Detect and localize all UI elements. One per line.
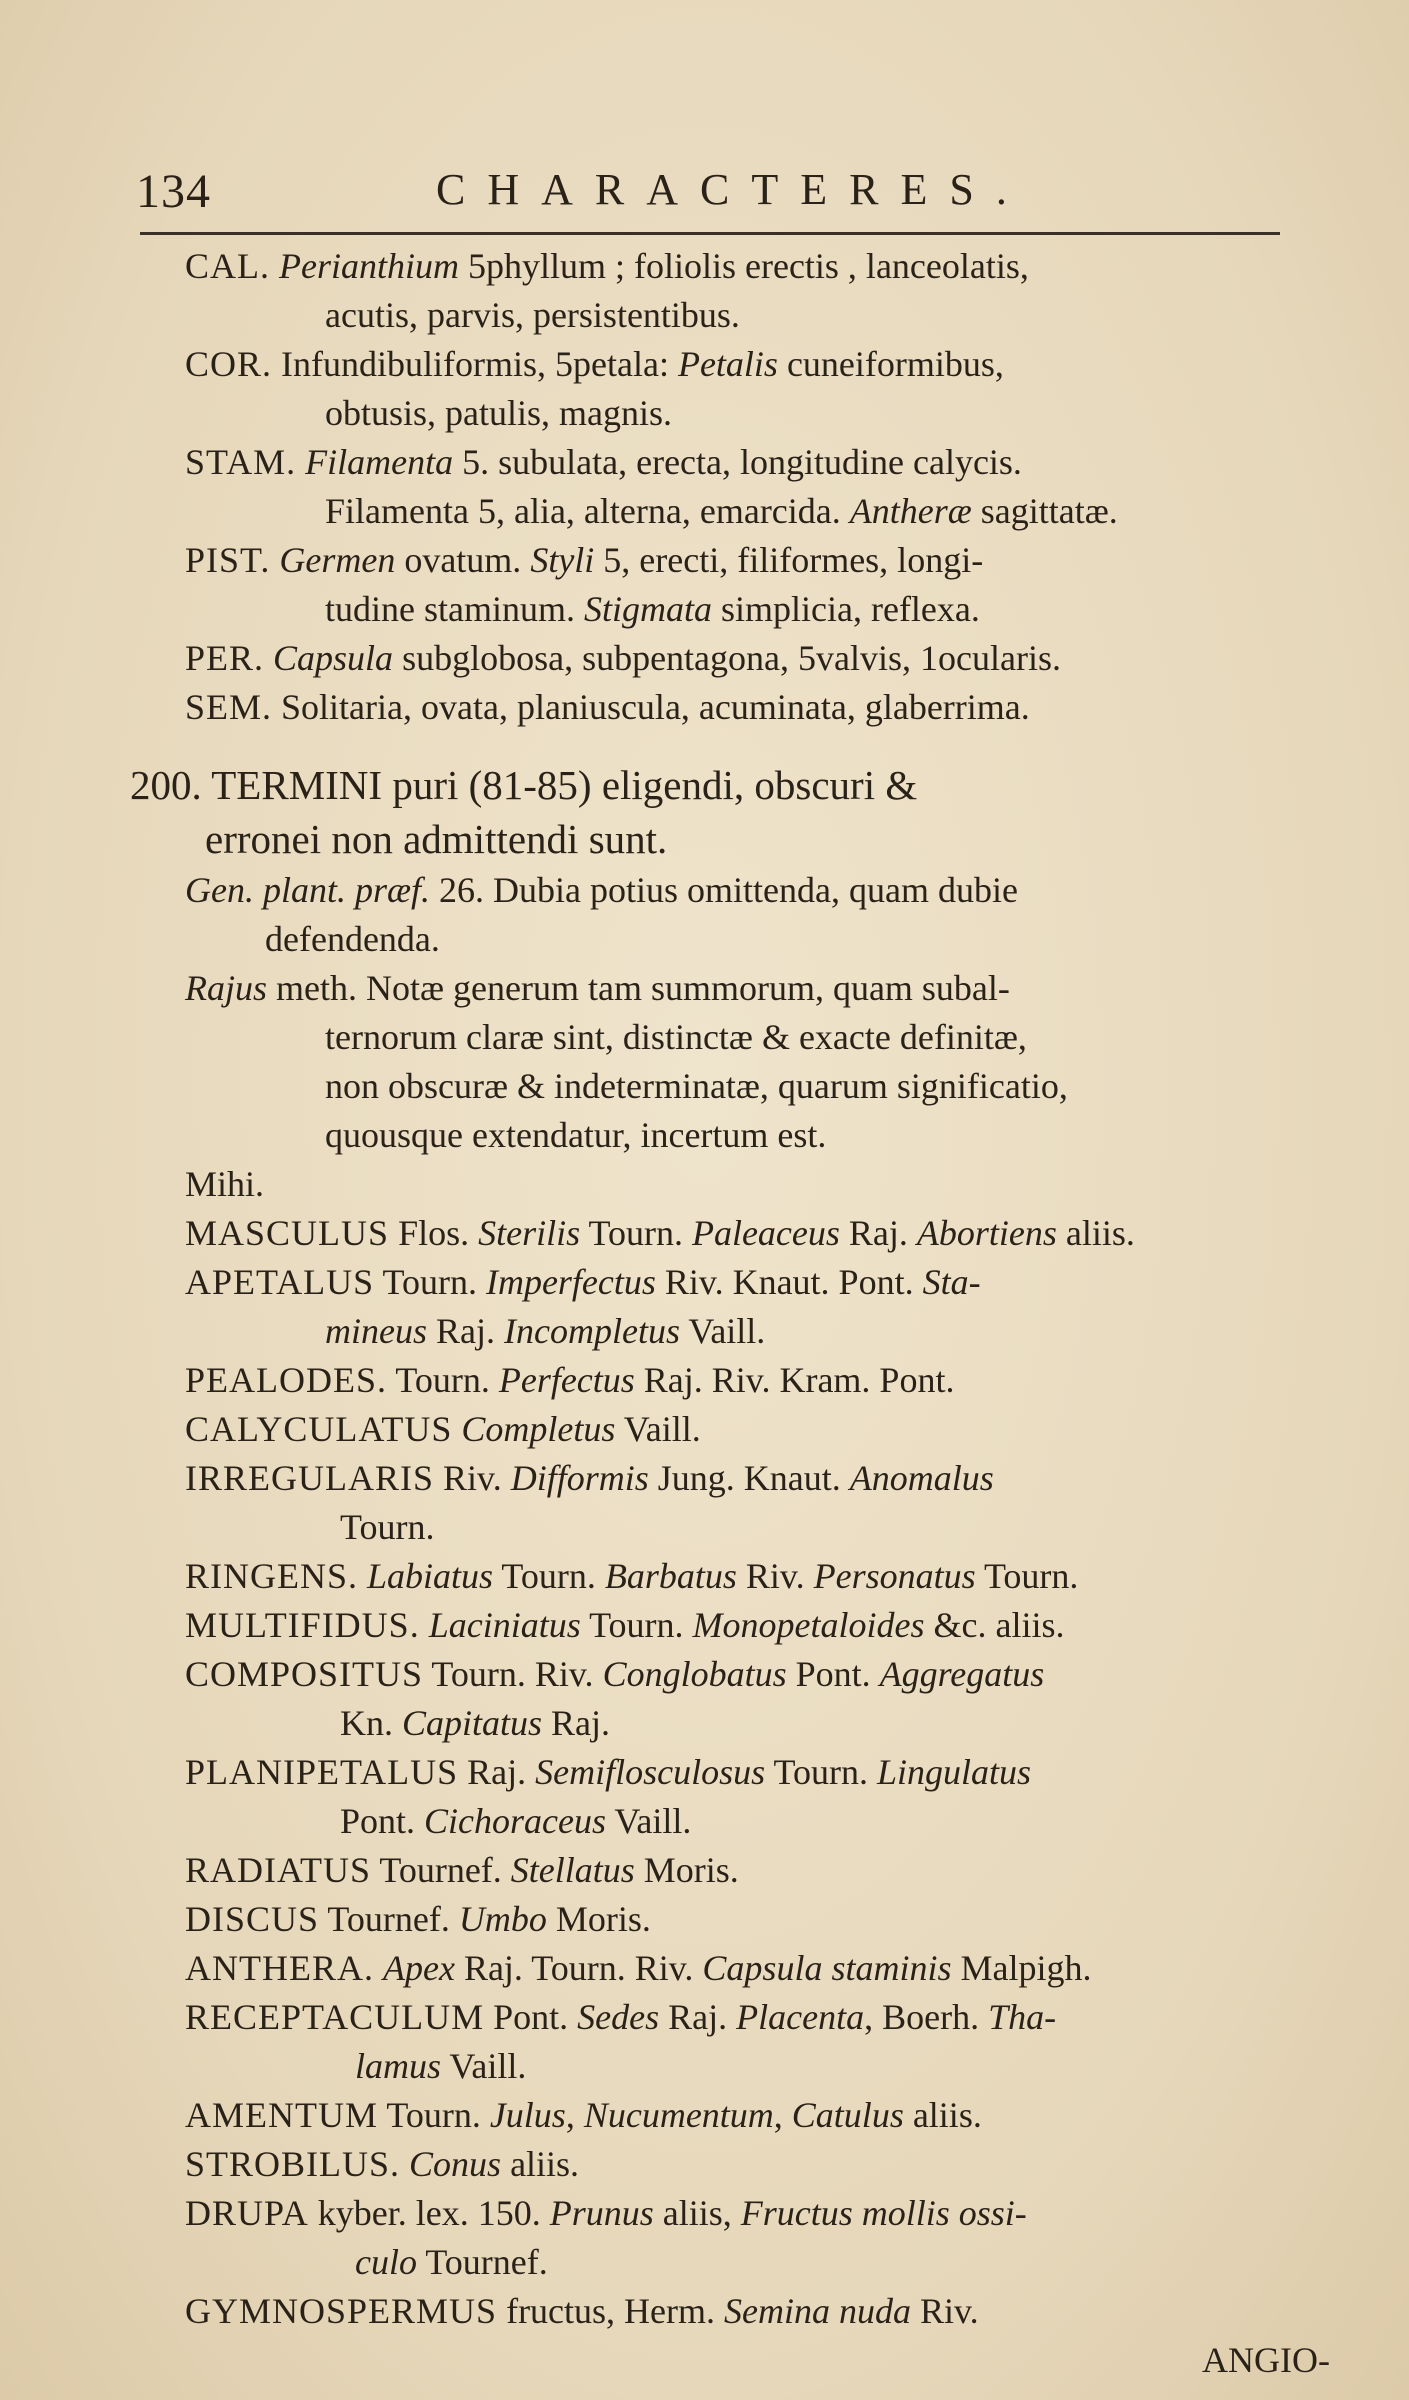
italic-run: Julus — [489, 2095, 566, 2135]
small-caps-run: MULTIFIDUS. — [185, 1605, 420, 1645]
small-caps-run: MASCULUS — [185, 1213, 390, 1253]
text-run: Tourn. — [765, 1752, 877, 1792]
text-line — [130, 1356, 1330, 1405]
text-run — [374, 1948, 383, 1988]
text-run — [264, 638, 273, 678]
italic-run: Incompletus — [504, 1311, 680, 1351]
text-line — [130, 866, 1330, 915]
text-run: Moris. — [634, 1850, 739, 1890]
text-run: Mihi. — [185, 1164, 265, 1204]
text-run: Kn. — [340, 1703, 402, 1743]
italic-run: Germen — [279, 540, 396, 580]
text-run: kyber. lex. 150. — [308, 2193, 550, 2233]
text-run: Solitaria, ovata, planiusculа, acuminata, glaberrima. — [272, 687, 1030, 727]
text-run: Raj. Riv. Kram. Pont. — [634, 1360, 955, 1400]
italic-run: Stigmata — [583, 589, 712, 629]
text-run: aliis. — [501, 2144, 580, 2184]
italic-run: Imperfectus — [485, 1262, 656, 1302]
text-line — [130, 2140, 1330, 2189]
text-run: Vaill. — [441, 2046, 527, 2086]
text-run: Infundibuliformis, 5petala: — [272, 344, 678, 384]
text-body — [130, 242, 1330, 2385]
text-run: Riv. — [434, 1458, 511, 1498]
text-line — [130, 291, 1330, 340]
italic-run: lamus — [355, 2046, 442, 2086]
text-line — [130, 1062, 1330, 1111]
small-caps-run: COR. — [185, 344, 273, 384]
text-line — [130, 2091, 1330, 2140]
running-title: CHARACTERES. — [436, 165, 1029, 214]
character-description — [130, 242, 1330, 732]
text-line — [130, 389, 1330, 438]
text-run: aliis. — [903, 2095, 982, 2135]
italic-run: Labiatus — [367, 1556, 494, 1596]
text-line — [130, 634, 1330, 683]
small-caps-run: AMENTUM — [185, 2095, 378, 2135]
italic-run: Cichoraceus — [424, 1801, 606, 1841]
text-run: Flos. — [389, 1213, 479, 1253]
small-caps-run: CAL. — [185, 246, 270, 286]
text-run: Raj. — [427, 1311, 504, 1351]
italic-run: Monopetaloides — [692, 1605, 925, 1645]
text-line — [130, 1258, 1330, 1307]
italic-run: Capsula — [273, 638, 394, 678]
text-run: defendenda. — [265, 919, 440, 959]
text-run: Moris. — [546, 1899, 651, 1939]
text-line — [130, 242, 1330, 291]
text-run: , — [565, 2095, 584, 2135]
small-caps-run: RECEPTACULUM — [185, 1997, 485, 2037]
text-line — [130, 915, 1330, 964]
page-number: 134 — [136, 165, 211, 218]
italic-run: Fructus mollis ossi- — [740, 2193, 1027, 2233]
text-run: Tournef. — [319, 1899, 459, 1939]
small-caps-run: DRUPA — [185, 2193, 309, 2233]
text-run: Tourn. — [374, 1262, 486, 1302]
text-run: ovatum. — [395, 540, 531, 580]
text-line — [130, 536, 1330, 585]
text-line — [130, 487, 1330, 536]
small-caps-run: RINGENS. — [185, 1556, 359, 1596]
text-run: aliis. — [1056, 1213, 1135, 1253]
small-caps-run: RADIATUS — [185, 1850, 372, 1890]
italic-run: Apex — [382, 1948, 455, 1988]
text-run: Raj. — [839, 1213, 917, 1253]
text-run: Raj. — [458, 1752, 536, 1792]
small-caps-run: CALYCULATUS — [185, 1409, 453, 1449]
text-run: Tournef. — [416, 2242, 548, 2282]
catchword: ANGIO- — [1202, 2340, 1330, 2380]
text-run: sagittatæ. — [971, 491, 1118, 531]
text-run: Tourn. — [580, 1213, 692, 1253]
text-run: Raj. Tourn. Riv. — [454, 1948, 703, 1988]
text-run: aliis, — [653, 2193, 741, 2233]
italic-run: Sta- — [922, 1262, 981, 1302]
text-run: quousque extendatur, incertum est. — [325, 1115, 827, 1155]
text-run: Riv. — [736, 1556, 814, 1596]
text-run: Tourn. — [340, 1507, 435, 1547]
text-run — [270, 246, 279, 286]
text-line — [130, 585, 1330, 634]
small-caps-run: SEM. — [185, 687, 273, 727]
italic-run: Filamenta — [305, 442, 454, 482]
text-line — [130, 758, 1330, 812]
text-line — [130, 1503, 1330, 1552]
text-run: Pont. — [340, 1801, 425, 1841]
text-run: Pont. — [484, 1997, 578, 2037]
page-header — [136, 160, 1286, 220]
text-run: Tourn. — [493, 1556, 605, 1596]
italic-run: Rajus — [185, 968, 268, 1008]
italic-run: Semiflosculosus — [535, 1752, 766, 1792]
terminology-list — [130, 866, 1330, 2336]
italic-run: Perianthium — [279, 246, 459, 286]
italic-run: Paleaceus — [691, 1213, 840, 1253]
text-run: fructus, Herm. — [497, 2291, 725, 2331]
italic-run: mineus — [325, 1311, 427, 1351]
text-run — [358, 1556, 367, 1596]
text-line — [130, 2189, 1330, 2238]
text-line — [130, 438, 1330, 487]
text-run: Tourn. — [387, 1360, 499, 1400]
small-caps-run: IRREGULARIS — [185, 1458, 435, 1498]
text-line — [130, 1601, 1330, 1650]
small-caps-run: PIST. — [185, 540, 271, 580]
small-caps-run: ANTHERA. — [185, 1948, 374, 1988]
text-line — [130, 2238, 1330, 2287]
text-line — [130, 1895, 1330, 1944]
small-caps-run: PER. — [185, 638, 265, 678]
italic-run: Personatus — [813, 1556, 976, 1596]
italic-run: Catulus — [791, 2095, 904, 2135]
italic-run: Semina nuda — [724, 2291, 911, 2331]
text-run: erronei non admittendi sunt. — [205, 816, 668, 862]
text-run: Malpigh. — [951, 1948, 1092, 1988]
text-line — [130, 683, 1330, 732]
text-run: Tourn. Riv. — [423, 1654, 603, 1694]
text-run: cuneiformibus, — [777, 344, 1004, 384]
text-run: &c. aliis. — [924, 1605, 1065, 1645]
text-run: Vaill. — [615, 1409, 701, 1449]
text-run — [420, 1605, 429, 1645]
text-run: Vaill. — [606, 1801, 692, 1841]
italic-run: Capsula staminis — [702, 1948, 952, 1988]
small-caps-run: APETALUS — [185, 1262, 375, 1302]
text-line — [130, 2287, 1330, 2336]
header-rule — [140, 232, 1280, 235]
italic-run: Prunus — [549, 2193, 654, 2233]
italic-run: Placenta — [736, 1997, 865, 2037]
catchword-line — [130, 2336, 1330, 2385]
text-run: ternorum claræ sint, distinctæ & exacte definitæ, — [325, 1017, 1027, 1057]
text-line — [130, 1552, 1330, 1601]
italic-run: Sedes — [577, 1997, 660, 2037]
small-caps-run: GYMNOSPERMUS — [185, 2291, 498, 2331]
text-line — [130, 1650, 1330, 1699]
italic-run: Petalis — [677, 344, 778, 384]
text-line — [130, 1013, 1330, 1062]
small-caps-run: PLANIPETALUS — [185, 1752, 459, 1792]
text-run: Tournef. — [371, 1850, 511, 1890]
text-run: Tourn. — [580, 1605, 693, 1645]
text-line — [130, 1454, 1330, 1503]
italic-run: Stellatus — [510, 1850, 635, 1890]
text-run: Tourn. — [378, 2095, 490, 2135]
text-run: Jung. Knaut. — [648, 1458, 850, 1498]
italic-run: Nucumentum — [583, 2095, 774, 2135]
text-line — [130, 1846, 1330, 1895]
italic-run: Perfectus — [498, 1360, 635, 1400]
italic-run: Conglobatus — [602, 1654, 787, 1694]
text-run: 5, erecti, filiformes, longi- — [594, 540, 984, 580]
spacer — [130, 732, 1330, 758]
text-run: Tourn. — [975, 1556, 1079, 1596]
italic-run: Umbo — [458, 1899, 547, 1939]
italic-run: Styli — [530, 540, 595, 580]
italic-run: Aggregatus — [879, 1654, 1045, 1694]
italic-run: Conus — [409, 2144, 502, 2184]
text-run: 200. TERMINI puri (81-85) eligendi, obscuri & — [130, 762, 918, 808]
text-run: Raj. — [542, 1703, 611, 1743]
small-caps-run: COMPOSITUS — [185, 1654, 424, 1694]
text-line — [130, 1160, 1330, 1209]
text-run: Riv. — [911, 2291, 979, 2331]
text-run: Filamenta 5, alia, alterna, emarcida. — [325, 491, 850, 531]
text-line — [130, 1944, 1330, 1993]
text-run — [270, 540, 279, 580]
text-line — [130, 1993, 1330, 2042]
italic-run: Sterilis — [478, 1213, 581, 1253]
small-caps-run: PEALODES. — [185, 1360, 388, 1400]
italic-run: Difformis — [510, 1458, 649, 1498]
text-line — [130, 1748, 1330, 1797]
text-line — [130, 1699, 1330, 1748]
italic-run: culo — [355, 2242, 417, 2282]
text-run: simplicia, reflexa. — [712, 589, 980, 629]
small-caps-run: DISCUS — [185, 1899, 320, 1939]
italic-run: Lingulatus — [876, 1752, 1031, 1792]
text-run: meth. Notæ generum tam summorum, quam subal- — [267, 968, 1010, 1008]
text-run: 5. subulata, erecta, longitudine calycis. — [453, 442, 1022, 482]
text-line — [130, 1209, 1330, 1258]
text-line — [130, 1405, 1330, 1454]
text-run: Raj. — [659, 1997, 737, 2037]
text-run: 5phyllum ; foliolis erectis , lanceolatis, — [458, 246, 1029, 286]
italic-run: Tha- — [988, 1997, 1057, 2037]
text-run: tudine staminum. — [325, 589, 584, 629]
italic-run: Completus — [461, 1409, 616, 1449]
text-run: , Boerh. — [864, 1997, 989, 2037]
italic-run: Gen. plant. præf. — [185, 870, 431, 910]
text-line — [130, 812, 1330, 866]
small-caps-run: STROBILUS. — [185, 2144, 401, 2184]
text-line — [130, 964, 1330, 1013]
italic-run: Barbatus — [604, 1556, 737, 1596]
italic-run: Anomalus — [849, 1458, 994, 1498]
text-run: Vaill. — [679, 1311, 766, 1351]
text-line — [130, 340, 1330, 389]
italic-run: Abortiens — [916, 1213, 1057, 1253]
text-run: non obscuræ & indeterminatæ, quarum significatio, — [325, 1066, 1068, 1106]
small-caps-run: STAM. — [185, 442, 297, 482]
text-run: 26. Dubia potius omittenda, quam dubie — [430, 870, 1018, 910]
text-run: acutis, parvis, persistentibus. — [325, 295, 740, 335]
text-run: Riv. Knaut. Pont. — [655, 1262, 923, 1302]
text-run: , — [773, 2095, 792, 2135]
text-run — [400, 2144, 409, 2184]
italic-run: Capitatus — [402, 1703, 543, 1743]
italic-run: Antheræ — [849, 491, 972, 531]
text-run: obtusis, patulis, magnis. — [325, 393, 673, 433]
text-line — [130, 2042, 1330, 2091]
italic-run: Laciniatus — [428, 1605, 581, 1645]
text-run: subglobosa, subpentagona, 5valvis, 1ocularis. — [393, 638, 1061, 678]
text-run: Pont. — [786, 1654, 880, 1694]
section-heading — [130, 758, 1330, 866]
text-line — [130, 1307, 1330, 1356]
text-run — [296, 442, 305, 482]
text-line — [130, 1797, 1330, 1846]
text-line — [130, 1111, 1330, 1160]
